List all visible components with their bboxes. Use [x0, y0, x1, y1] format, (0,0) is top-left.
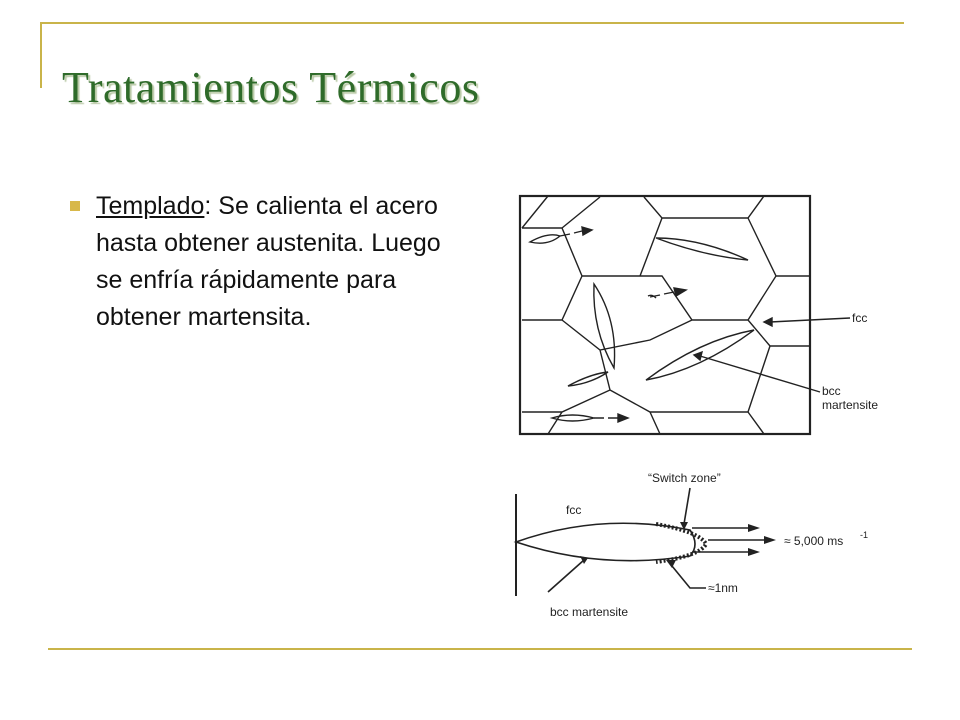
switch-zone-label: “Switch zone”: [648, 471, 721, 485]
bcc-label-bottom: bcc martensite: [550, 605, 629, 619]
switch-zone-band: [656, 524, 706, 562]
velocity-label: ≈ 5,000 ms: [784, 534, 844, 548]
bcc-label-top: bcc: [822, 384, 841, 398]
width-label: ≈1nm: [708, 581, 738, 595]
fcc-label-top: fcc: [852, 311, 868, 325]
martensite-label-top: martensite: [822, 398, 879, 412]
slide-title: Tratamientos Térmicos: [62, 63, 480, 112]
bullet-body: Se calienta el acero hasta obtener austenita. Luego se enfría rápidamente para obtener martensita.: [96, 192, 441, 331]
fcc-label-bottom: fcc: [566, 503, 582, 517]
bullet-separator: :: [204, 192, 212, 220]
velocity-exponent: -1: [860, 530, 869, 540]
lens-plate: [516, 523, 695, 560]
bullet-term: Templado: [96, 192, 205, 220]
